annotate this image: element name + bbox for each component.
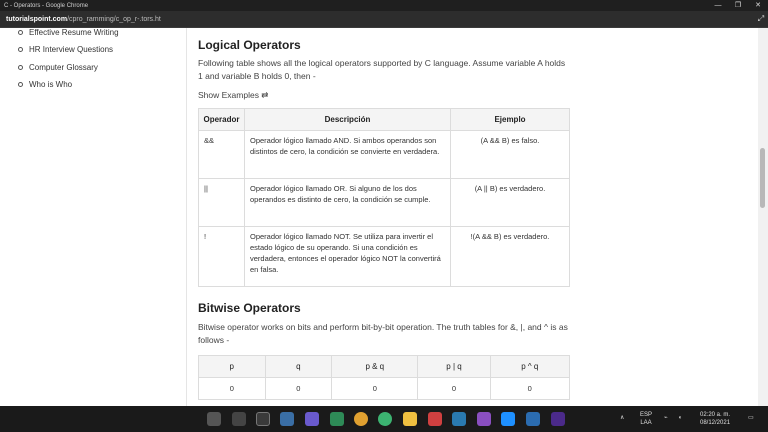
- url-host: tutorialspoint.com: [6, 15, 68, 23]
- sidebar-item-label: Computer Glossary: [29, 63, 98, 72]
- taskbar: [0, 406, 768, 432]
- sidebar-item-glossary[interactable]: [18, 63, 98, 72]
- table-cell: 0: [199, 378, 266, 400]
- sidebar-item-resume[interactable]: [18, 28, 119, 37]
- language-indicator[interactable]: [640, 411, 652, 427]
- sidebar-item-label: Effective Resume Writing: [29, 28, 119, 37]
- sidebar-item-label: Who is Who: [29, 80, 73, 89]
- table-header: p & q: [332, 356, 418, 378]
- app-icon[interactable]: [452, 412, 466, 426]
- app-icon[interactable]: [330, 412, 344, 426]
- table-row: [199, 179, 570, 227]
- app-icon[interactable]: [501, 412, 515, 426]
- description-cell: Operador lógico llamado AND. Si ambos operandos son distintos de cero, la condición se convierte en verdadera.: [245, 131, 451, 179]
- start-icon[interactable]: [207, 412, 221, 426]
- notifications-icon[interactable]: ▭: [748, 415, 754, 421]
- window-titlebar: [0, 0, 768, 11]
- example-cell: (A && B) es falso.: [451, 131, 570, 179]
- operator-cell: ||: [199, 179, 245, 227]
- operator-cell: !: [199, 227, 245, 287]
- show-examples-link[interactable]: Show Examples ⇄: [198, 90, 269, 100]
- app-icon[interactable]: [280, 412, 294, 426]
- clock-time: 02:20 a. m.: [700, 412, 731, 418]
- app-icon[interactable]: [428, 412, 442, 426]
- url-path: /cpro_ramming/c_op_r-.tors.ht: [67, 15, 161, 23]
- maximize-button[interactable]: ❐: [734, 2, 742, 9]
- bitwise-operators-heading: Bitwise Operators: [198, 301, 301, 315]
- table-header: p | q: [418, 356, 490, 378]
- chrome-icon[interactable]: [354, 412, 368, 426]
- logical-intro: Following table shows all the logical operators supported by C language. Assume variable A holds 1 and variable B holds 0, then -: [198, 58, 566, 81]
- network-icon[interactable]: ⌁: [664, 415, 668, 421]
- sidebar-item-who-is-who[interactable]: [18, 80, 72, 89]
- table-row: [199, 378, 570, 400]
- bullet-icon: [18, 30, 23, 35]
- operator-cell: &&: [199, 131, 245, 179]
- logical-operators-heading: Logical Operators: [198, 38, 301, 52]
- scrollbar-thumb[interactable]: [760, 148, 765, 208]
- table-header: Operador: [199, 109, 245, 131]
- folder-icon[interactable]: [403, 412, 417, 426]
- volume-icon[interactable]: ◖: [678, 415, 682, 421]
- web-page: [0, 28, 758, 406]
- window-controls: [708, 0, 768, 11]
- bullet-icon: [18, 82, 23, 87]
- table-row: [199, 227, 570, 287]
- sidebar-item-label: HR Interview Questions: [29, 45, 114, 54]
- bitwise-truth-table: [198, 355, 570, 400]
- fullscreen-icon[interactable]: ⤢: [757, 14, 765, 23]
- language-layout: LAA: [640, 420, 652, 426]
- table-cell: 0: [265, 378, 332, 400]
- example-cell: (A || B) es verdadero.: [451, 179, 570, 227]
- app-icon[interactable]: [526, 412, 540, 426]
- description-cell: Operador lógico llamado NOT. Se utiliza para invertir el estado lógico de su operando. Si una condición es verdadera, entonces el operador lógico NOT la convertirá en falsa.: [245, 227, 451, 287]
- table-header: q: [265, 356, 332, 378]
- table-header: Descripción: [245, 109, 451, 131]
- table-header: p: [199, 356, 266, 378]
- logical-operators-table: [198, 108, 570, 287]
- page-scrollbar[interactable]: [758, 28, 768, 406]
- language-code: ESP: [640, 412, 653, 418]
- table-cell: 0: [332, 378, 418, 400]
- table-cell: 0: [418, 378, 490, 400]
- search-icon[interactable]: [232, 412, 246, 426]
- bullet-icon: [18, 47, 23, 52]
- app-icon[interactable]: [378, 412, 392, 426]
- example-cell: !(A && B) es verdadero.: [451, 227, 570, 287]
- task-view-icon[interactable]: [256, 412, 270, 426]
- app-icon[interactable]: [305, 412, 319, 426]
- bullet-icon: [18, 65, 23, 70]
- table-cell: 0: [490, 378, 569, 400]
- description-cell: Operador lógico llamado OR. Si alguno de los dos operandos es distinto de cero, la condición se cumple.: [245, 179, 451, 227]
- table-header: p ^ q: [490, 356, 569, 378]
- address-bar[interactable]: [0, 11, 768, 28]
- clock-date: 08/12/2021: [700, 420, 731, 426]
- minimize-button[interactable]: —: [714, 2, 722, 9]
- table-row: [199, 131, 570, 179]
- bitwise-intro: Bitwise operator works on bits and perform bit-by-bit operation. The truth tables for &, |, and ^ is as follows -: [198, 322, 568, 345]
- close-button[interactable]: ✕: [755, 2, 761, 9]
- clock[interactable]: [700, 411, 730, 427]
- window-title: C - Operators - Google Chrome: [4, 2, 89, 9]
- sidebar: [0, 28, 180, 406]
- tray-chevron-icon[interactable]: ∧: [620, 415, 625, 421]
- app-icon[interactable]: [551, 412, 565, 426]
- app-icon[interactable]: [477, 412, 491, 426]
- sidebar-item-hr-interview[interactable]: [18, 45, 113, 54]
- column-divider: [186, 28, 187, 406]
- table-header: Ejemplo: [451, 109, 570, 131]
